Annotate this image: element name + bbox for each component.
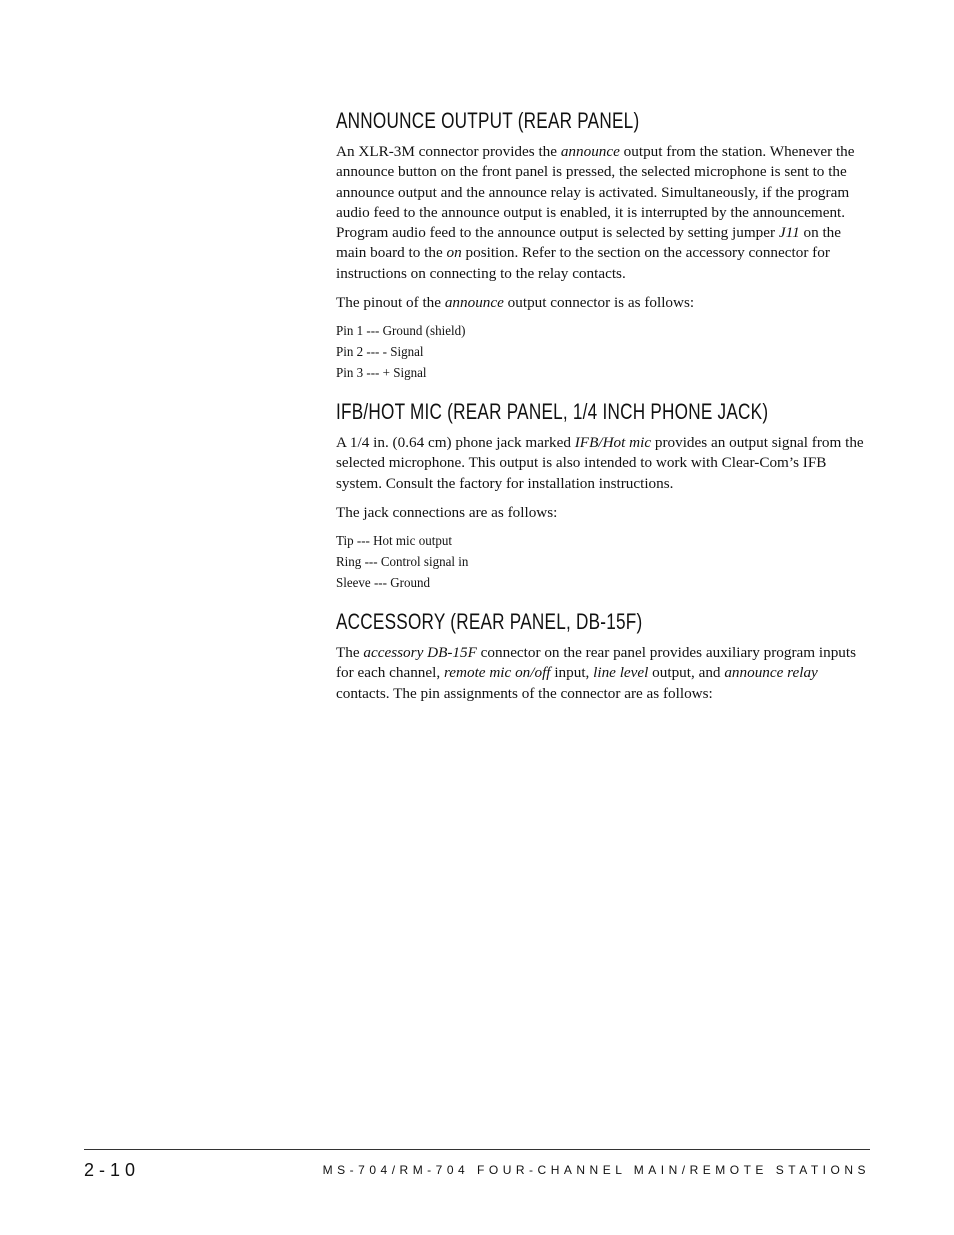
body-paragraph: The pinout of the announce output connector is as follows: [336, 294, 695, 312]
pinout-list [336, 322, 870, 384]
section-ifb-hot-mic [336, 399, 870, 594]
list-item: Pin 2 --- - Signal [336, 344, 424, 360]
list-item: Tip --- Hot mic output [336, 534, 452, 550]
page-content [336, 108, 870, 713]
jack-connection-list [336, 532, 870, 594]
list-item: Ring --- Control signal in [336, 554, 469, 570]
list-item: Pin 3 --- + Signal [336, 365, 427, 381]
section-heading: ACCESSORY (REAR PANEL, DB-15F) [336, 609, 643, 635]
list-item: Sleeve --- Ground [336, 575, 431, 591]
section-announce-output [336, 108, 870, 384]
body-paragraph: A 1/4 in. (0.64 cm) phone jack marked IFB/Hot mic provides an output signal from the selected microphone. This output is also intended to work with Clear-Com’s IFB system. Consult the factory for installation instructions. [336, 434, 864, 492]
footer-rule [84, 1149, 870, 1150]
footer-title: MS-704/RM-704 FOUR-CHANNEL MAIN/REMOTE STATIONS [322, 1163, 870, 1177]
body-paragraph: The accessory DB-15F connector on the rear panel provides auxiliary program inputs for each channel, remote mic on/off input, line level output, and announce relay contacts. The pin assignments of the connector are as follows: [336, 644, 857, 702]
body-paragraph: An XLR-3M connector provides the announce output from the station. Whenever the announce button on the front panel is pressed, the selected microphone is sent to the announce output and the announce relay is activated. Simultaneously, if the program audio feed to the announce output is enabled, it is interrupted by the announcement. Program audio feed to the announce output is selected by setting jumper J11 on the main board to the on position. Refer to the section on the accessory connector for instructions on connecting to the relay contacts. [336, 143, 855, 282]
section-heading: IFB/HOT MIC (REAR PANEL, 1/4 INCH PHONE JACK) [336, 399, 769, 425]
list-item: Pin 1 --- Ground (shield) [336, 324, 466, 340]
section-accessory [336, 609, 870, 704]
page-number: 2-10 [84, 1160, 141, 1180]
section-heading: ANNOUNCE OUTPUT (REAR PANEL) [336, 108, 640, 133]
body-paragraph: The jack connections are as follows: [336, 504, 558, 522]
